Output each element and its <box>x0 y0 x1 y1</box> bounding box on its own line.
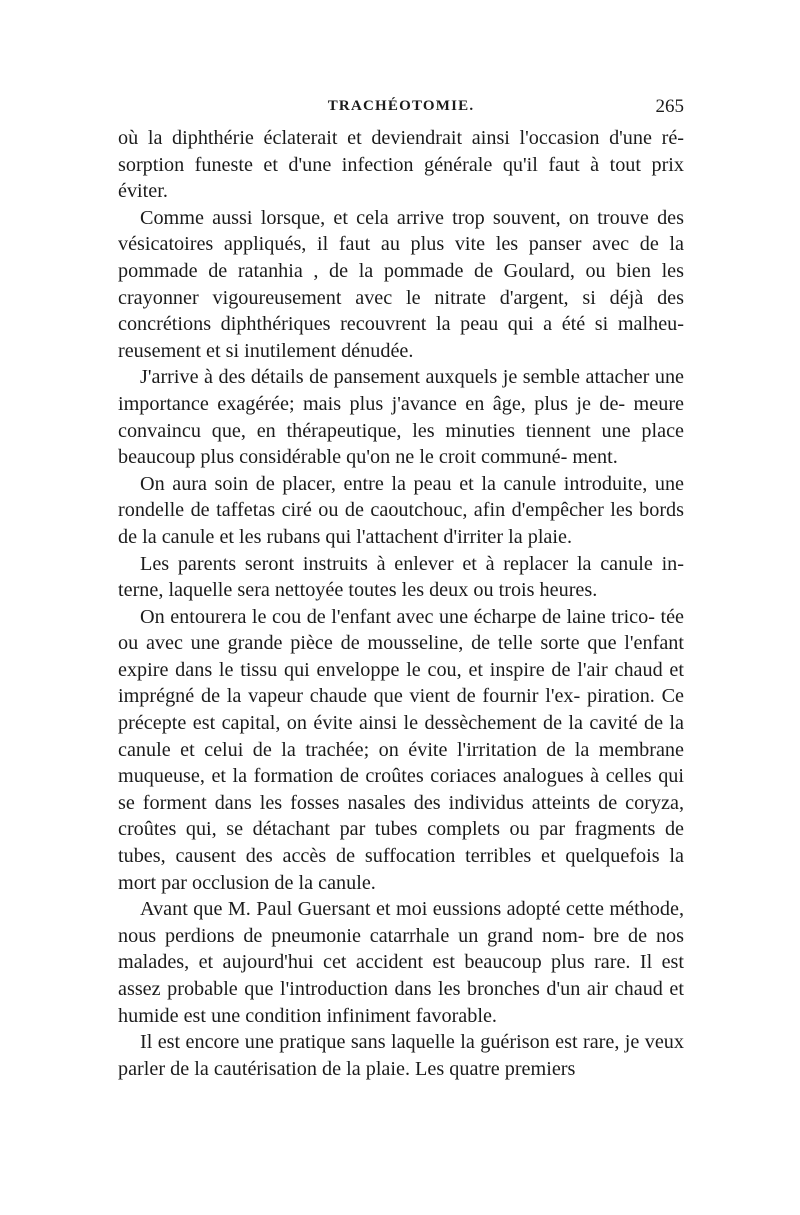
paragraph-vesicatoires: Comme aussi lorsque, et cela arrive trop souvent, on trouve des vésicatoires appliqués, il faut au plus vite les panser avec de la pommade de ratanhia , de la pommade de Goulard, ou bien les crayonner vigoureusement avec le nitrate d'argent, si déjà des concrétions diphthériques recouvrent la peau qui a été si malheu- reusement et si inutilement dénudée. <box>118 206 684 362</box>
book-page <box>118 92 684 1082</box>
paragraph-rondelle: On aura soin de placer, entre la peau et la canule introduite, une rondelle de taffetas ciré ou de caoutchouc, afin d'empêcher les bords de la canule et les rubans qui l'attachent d'irriter la plaie. <box>118 472 684 548</box>
page-header <box>118 92 684 122</box>
running-title: TRACHÉOTOMIE. <box>327 98 475 114</box>
paragraph-canule-interne: Les parents seront instruits à enlever et à replacer la canule in- terne, laquelle sera nettoyée toutes les deux ou trois heures. <box>118 552 684 602</box>
paragraph-continuation: où la diphthérie éclaterait et deviendrait ainsi l'occasion d'une ré- sorption funeste et d'une infection générale qu'il faut à tout prix éviter. <box>118 127 684 203</box>
paragraph-cauterisation: Il est encore une pratique sans laquelle la guérison est rare, je veux parler de la cautérisation de la plaie. Les quatre premiers <box>118 1031 684 1080</box>
paragraph-methode: Avant que M. Paul Guersant et moi eussions adopté cette méthode, nous perdions de pneumonie catarrhale un grand nom- bre de nos malades, et aujourd'hui cet accident est beaucoup plus rare. Il est assez probable que l'introduction dans les bronches d'un air chaud et humide est une condition infiniment favorable. <box>118 898 684 1027</box>
paragraph-echarpe: On entourera le cou de l'enfant avec une écharpe de laine trico- tée ou avec une grande pièce de mousseline, de telle sorte que l'enfant expire dans le tissu qui enveloppe le cou, et inspire de l'air chaud et imprégné de la vapeur chaude que vient de fournir l'ex- piration. Ce précepte est capital, on évite ainsi le dessèchement de la cavité de la canule et celui de la trachée; on évite l'irritation de la membrane muqueuse, et la formation de croûtes coriaces analogues à celles qui se forment dans les fosses nasales des individus atteints de coryza, croûtes qui, se détachant par tubes complets ou par fragments de tubes, causent des accès de suffocation terribles et quelquefois la mort par occlusion de la canule. <box>118 605 684 894</box>
page-number: 265 <box>655 96 684 117</box>
paragraph-pansement: J'arrive à des détails de pansement auxquels je semble attacher une importance exagérée; mais plus j'avance en âge, plus je de- meure convaincu que, en thérapeutique, les minuties tiennent une place beaucoup plus considérable qu'on ne le croit communé- ment. <box>118 366 684 469</box>
body-text <box>118 125 684 1082</box>
